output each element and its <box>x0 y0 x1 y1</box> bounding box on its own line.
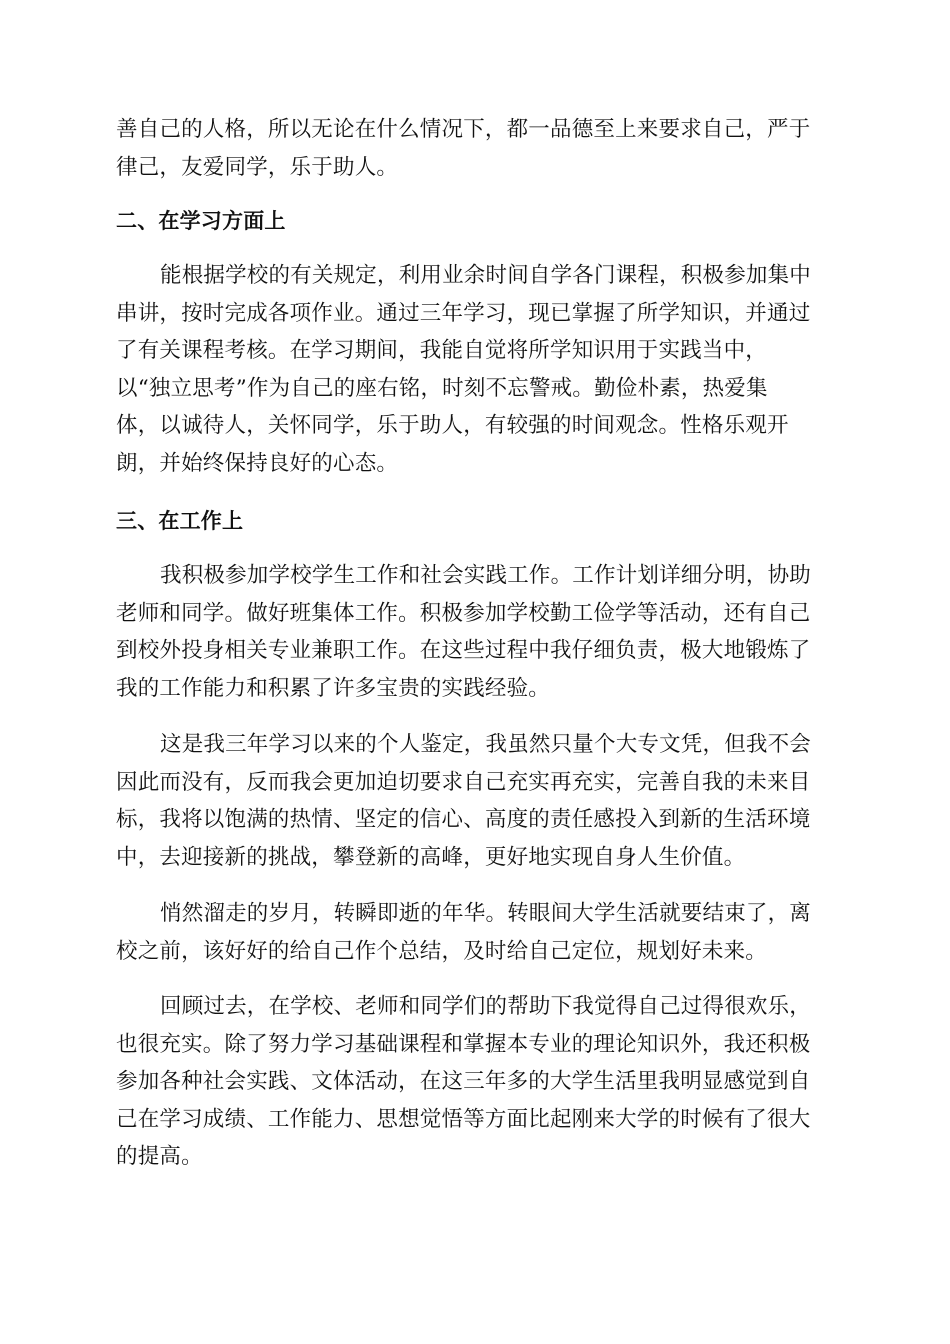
paragraph-line: 校之前，该好好的给自己作个总结，及时给自己定位，规划好未来。 <box>116 938 768 964</box>
paragraph-line: 中，去迎接新的挑战，攀登新的高峰，更好地实现自身人生价值。 <box>116 844 746 870</box>
paragraph-line: 朗，并始终保持良好的心态。 <box>116 450 399 476</box>
work-paragraph <box>116 557 832 707</box>
time-paragraph <box>116 895 832 970</box>
paragraph-line: 标，我将以饱满的热情、坚定的信心、高度的责任感投入到新的生活环境 <box>116 807 811 832</box>
paragraph-line: 以“独立思考”作为自己的座右铭，时刻不忘警戒。勤俭朴素，热爱集 <box>116 375 768 401</box>
paragraph-line: 悄然溜走的岁月，转瞬即逝的年华。转眼间大学生活就要结束了，离 <box>160 901 812 926</box>
paragraph-line: 到校外投身相关专业兼职工作。在这些过程中我仔细负责，极大地锻炼了 <box>116 638 811 663</box>
paragraph-line: 己在学习成绩、工作能力、思想觉悟等方面比起刚来大学的时候有了很大 <box>116 1106 811 1132</box>
paragraph-line: 能根据学校的有关规定，利用业余时间自学各门课程，积极参加集中 <box>160 263 812 288</box>
paragraph-line: 我的工作能力和积累了许多宝贵的实践经验。 <box>116 675 551 701</box>
review-paragraph <box>116 988 832 1176</box>
paragraph-line: 参加各种社会实践、文体活动，在这三年多的大学生活里我明显感觉到自 <box>116 1069 811 1094</box>
paragraph-line: 了有关课程考核。在学习期间，我能自觉将所学知识用于实践当中， <box>116 338 768 363</box>
paragraph-line: 体，以诚待人，关怀同学，乐于助人，有较强的时间观念。性格乐观开 <box>116 413 789 438</box>
paragraph-line: 我积极参加学校学生工作和社会实践工作。工作计划详细分明，协助 <box>160 563 812 588</box>
section-heading-study: 二、在学习方面上 <box>116 209 286 233</box>
paragraph-line: 善自己的人格，所以无论在什么情况下，都一品德至上来要求自己，严于 <box>116 117 811 142</box>
paragraph-line: 律己，友爱同学，乐于助人。 <box>116 154 399 180</box>
paragraph-line: 回顾过去，在学校、老师和同学们的帮助下我觉得自己过得很欢乐， <box>160 994 812 1019</box>
paragraph-line: 的提高。 <box>116 1144 203 1169</box>
study-paragraph <box>116 257 832 482</box>
continuation-paragraph <box>116 111 832 186</box>
section-heading-work: 三、在工作上 <box>116 509 244 533</box>
paragraph-line: 这是我三年学习以来的个人鉴定，我虽然只量个大专文凭，但我不会 <box>160 732 812 757</box>
paragraph-line: 老师和同学。做好班集体工作。积极参加学校勤工俭学等活动，还有自己 <box>116 600 811 626</box>
conclusion-paragraph <box>116 726 832 876</box>
paragraph-line: 也很充实。除了努力学习基础课程和掌握本专业的理论知识外，我还积极 <box>116 1031 811 1057</box>
paragraph-line: 因此而没有，反而我会更加迫切要求自己充实再充实，完善自我的未来目 <box>116 769 811 795</box>
paragraph-line: 串讲，按时完成各项作业。通过三年学习，现已掌握了所学知识，并通过 <box>116 300 811 326</box>
